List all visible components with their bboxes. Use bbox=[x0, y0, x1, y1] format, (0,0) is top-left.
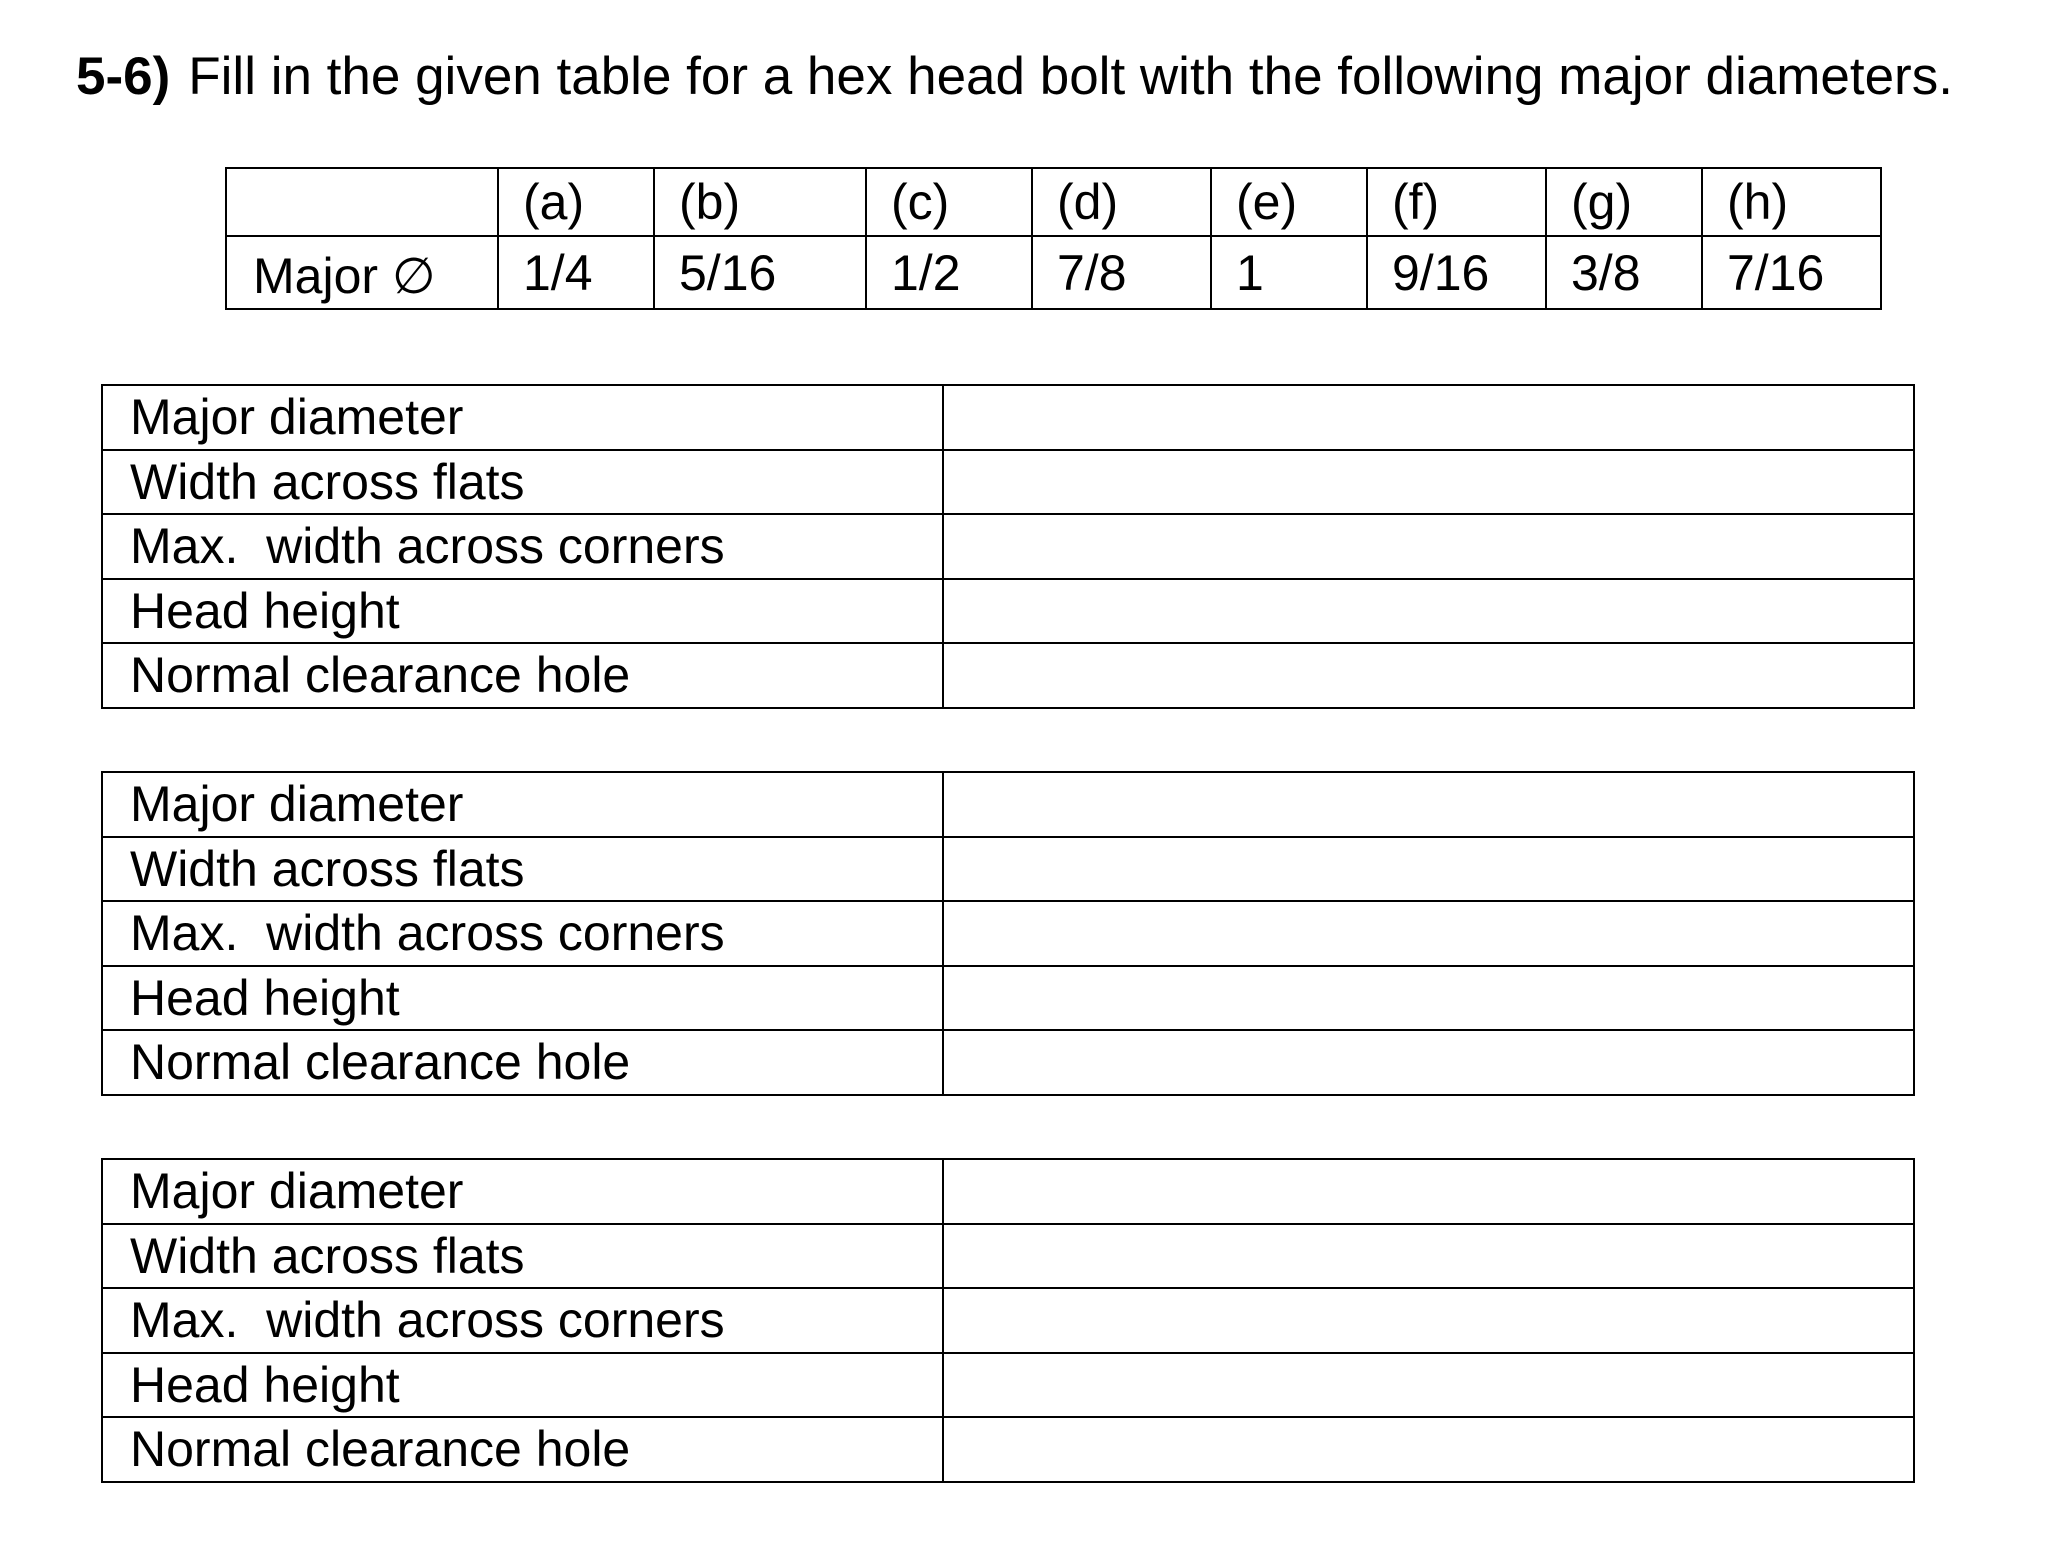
answer-cell[interactable] bbox=[943, 966, 1914, 1031]
major-diameter-row bbox=[226, 236, 1881, 309]
table-row bbox=[102, 643, 1914, 708]
table-row bbox=[102, 385, 1914, 450]
answer-table-3 bbox=[101, 1158, 1915, 1483]
table-row bbox=[102, 1224, 1914, 1289]
answer-cell[interactable] bbox=[943, 1288, 1914, 1353]
answer-cell[interactable] bbox=[943, 1417, 1914, 1482]
table-row bbox=[102, 1288, 1914, 1353]
column-letter: (b) bbox=[654, 168, 866, 236]
answer-cell[interactable] bbox=[943, 1030, 1914, 1095]
table-row bbox=[102, 837, 1914, 902]
table-row bbox=[102, 966, 1914, 1031]
answer-cell[interactable] bbox=[943, 901, 1914, 966]
row-label: Max. width across corners bbox=[102, 514, 943, 579]
column-letter: (c) bbox=[866, 168, 1032, 236]
table-row bbox=[102, 514, 1914, 579]
problem-text: Fill in the given table for a hex head bolt with the following major diameters. bbox=[188, 47, 1953, 106]
problem-number: 5-6) bbox=[76, 47, 171, 106]
row-label: Major diameter bbox=[102, 1159, 943, 1224]
diameter-value: 1/2 bbox=[866, 236, 1032, 309]
diameter-value: 3/8 bbox=[1546, 236, 1702, 309]
answer-cell[interactable] bbox=[943, 837, 1914, 902]
answer-cell[interactable] bbox=[943, 1353, 1914, 1418]
column-letter: (h) bbox=[1702, 168, 1881, 236]
row-label: Normal clearance hole bbox=[102, 1030, 943, 1095]
diameter-value: 9/16 bbox=[1367, 236, 1546, 309]
answer-cell[interactable] bbox=[943, 514, 1914, 579]
answer-cell[interactable] bbox=[943, 772, 1914, 837]
diameter-symbol-icon: ∅ bbox=[391, 247, 436, 304]
row-label: Width across flats bbox=[102, 1224, 943, 1289]
table-row bbox=[102, 1159, 1914, 1224]
table-row bbox=[102, 579, 1914, 644]
row-label: Max. width across corners bbox=[102, 1288, 943, 1353]
major-diameter-table bbox=[225, 167, 1882, 310]
column-letter: (d) bbox=[1032, 168, 1211, 236]
problem-statement bbox=[76, 44, 1953, 110]
corner-cell bbox=[226, 168, 498, 236]
answer-cell[interactable] bbox=[943, 450, 1914, 515]
column-letter: (f) bbox=[1367, 168, 1546, 236]
row-label: Head height bbox=[102, 579, 943, 644]
column-letter: (a) bbox=[498, 168, 654, 236]
answer-cell[interactable] bbox=[943, 1159, 1914, 1224]
table-row bbox=[102, 772, 1914, 837]
table-row bbox=[102, 1417, 1914, 1482]
answer-table-1 bbox=[101, 384, 1915, 709]
row-label: Width across flats bbox=[102, 450, 943, 515]
answer-cell[interactable] bbox=[943, 1224, 1914, 1289]
row-label: Head height bbox=[102, 1353, 943, 1418]
column-letter: (e) bbox=[1211, 168, 1367, 236]
row-label: Normal clearance hole bbox=[102, 643, 943, 708]
diameter-value: 1/4 bbox=[498, 236, 654, 309]
answer-cell[interactable] bbox=[943, 579, 1914, 644]
row-label: Width across flats bbox=[102, 837, 943, 902]
diameter-value: 5/16 bbox=[654, 236, 866, 309]
diameter-value: 7/8 bbox=[1032, 236, 1211, 309]
table-row bbox=[102, 1030, 1914, 1095]
row-label: Major diameter bbox=[102, 385, 943, 450]
table-row bbox=[102, 1353, 1914, 1418]
row-label-major bbox=[226, 236, 498, 309]
table-row bbox=[102, 450, 1914, 515]
row-label: Normal clearance hole bbox=[102, 1417, 943, 1482]
row-label: Max. width across corners bbox=[102, 901, 943, 966]
answer-table-2 bbox=[101, 771, 1915, 1096]
row-label: Head height bbox=[102, 966, 943, 1031]
row-label-text: Major bbox=[253, 247, 379, 304]
answer-cell[interactable] bbox=[943, 643, 1914, 708]
row-label: Major diameter bbox=[102, 772, 943, 837]
diameter-value: 7/16 bbox=[1702, 236, 1881, 309]
column-letter-row bbox=[226, 168, 1881, 236]
column-letter: (g) bbox=[1546, 168, 1702, 236]
diameter-value: 1 bbox=[1211, 236, 1367, 309]
table-row bbox=[102, 901, 1914, 966]
answer-cell[interactable] bbox=[943, 385, 1914, 450]
